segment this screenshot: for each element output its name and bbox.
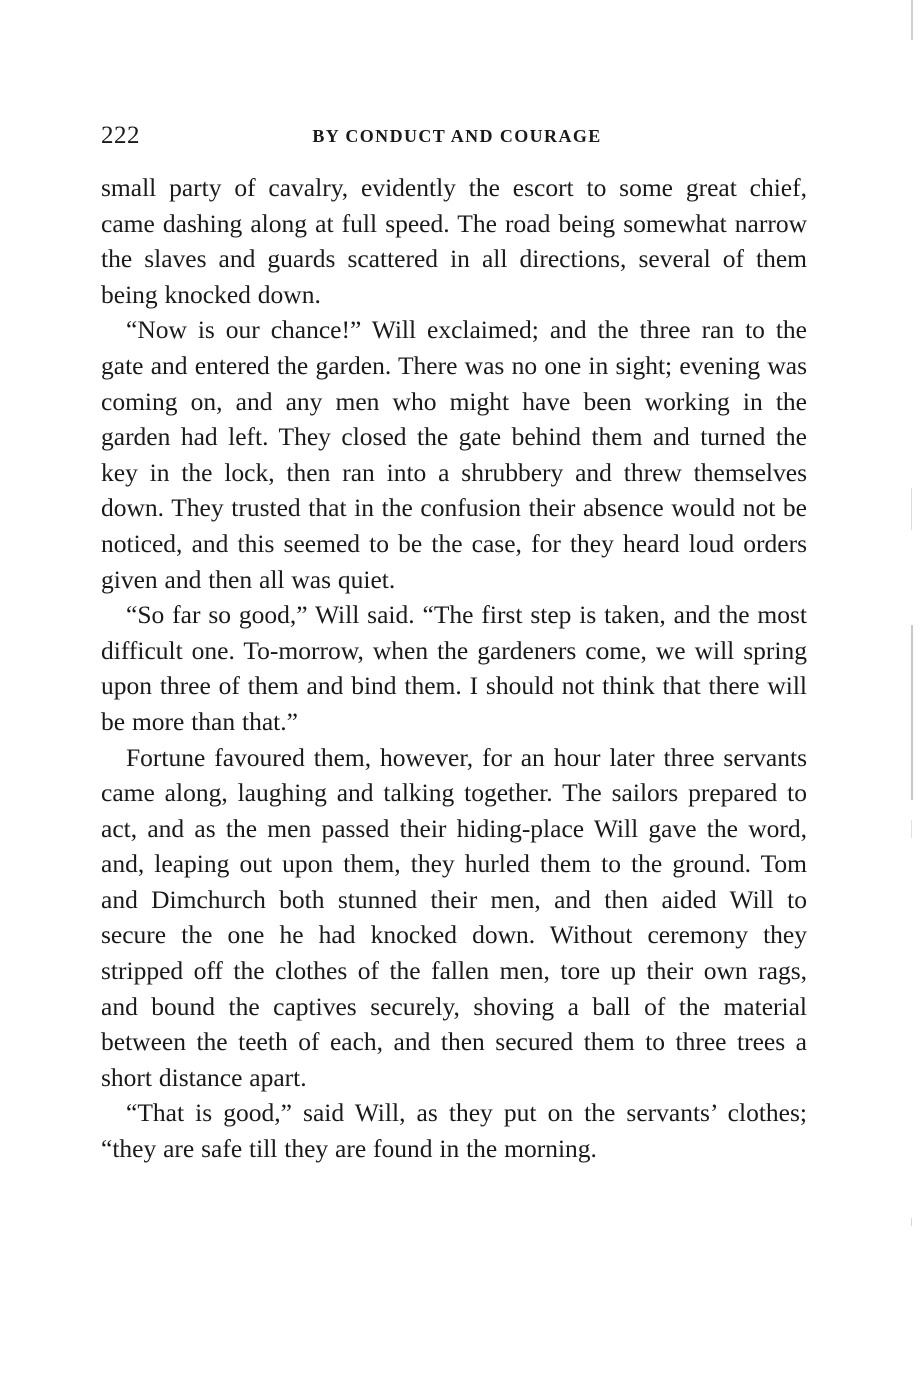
scan-mark bbox=[911, 820, 912, 838]
running-head bbox=[101, 122, 807, 154]
scan-mark bbox=[911, 0, 913, 40]
paragraph: “So far so good,” Will said. “The first step is taken, and the most difficult one. To-morrow, when the gardeners come, we will spring upon three of them and bind them. I should not think that there will be more than that.” bbox=[101, 600, 807, 736]
paragraph: “That is good,” said Will, as they put on the servants’ clothes; “they are safe till they are found in the morning. bbox=[101, 1098, 807, 1164]
page-number: 222 bbox=[101, 122, 140, 149]
paragraph: Fortune favoured them, however, for an hour later three servants came along, laughing and talking together. The sailors prepared to act, and as the men passed their hiding-place Will gave the word, and, leaping out upon them, they hurled them to the ground. Tom and Dimchurch both stunned their men, and then aided Will to secure the one he had knocked down. Without ceremony they stripped off the clothes of the fallen men, tore up their own rags, and bound the captives securely, shoving a ball of the material between the teeth of each, and then secured them to three trees a short distance apart. bbox=[101, 742, 807, 1092]
scan-mark bbox=[911, 1218, 912, 1226]
scan-edge-marks bbox=[906, 0, 923, 1381]
scan-mark bbox=[911, 488, 912, 530]
scan-mark bbox=[911, 625, 913, 800]
running-title: BY CONDUCT AND COURAGE bbox=[312, 126, 602, 146]
paragraph: small party of cavalry, evidently the escort to some great chief, came dashing along at full speed. The road being somewhat narrow the slaves and guards scattered in all directions, several of them being knocked down. bbox=[101, 173, 807, 309]
paragraph: “Now is our chance!” Will exclaimed; and the three ran to the gate and entered the garden. There was no one in sight; evening was coming on, and any men who might have been working in the garden had left. They closed the gate behind them and turned the key in the lock, then ran into a shrubbery and threw themselves down. They trusted that in the confusion their absence would not be noticed, and this seemed to be the case, for they heard loud orders given and then all was quiet. bbox=[101, 315, 807, 594]
body-text bbox=[101, 170, 807, 1167]
